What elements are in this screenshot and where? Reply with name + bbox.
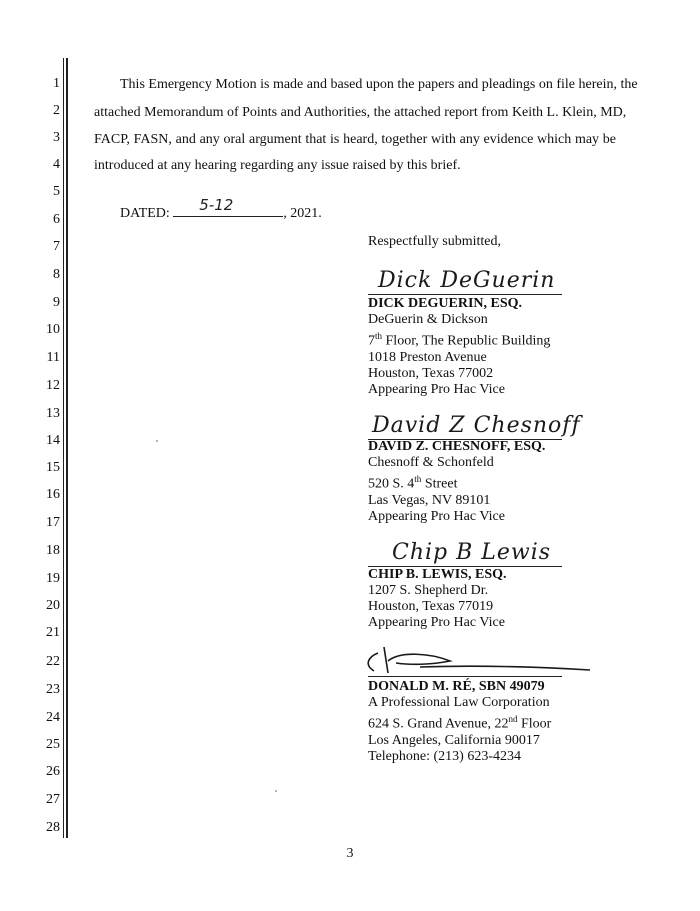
signer-block-re xyxy=(368,679,551,765)
signer-line: Chesnoff & Schonfeld xyxy=(368,455,494,470)
signer-line: Telephone: (213) 623-4234 xyxy=(368,748,521,764)
scan-speck xyxy=(275,790,277,792)
line-number: 11 xyxy=(46,350,60,365)
dated-year: , 2021. xyxy=(283,206,322,221)
line-number: 27 xyxy=(46,792,60,807)
signer-line: 520 S. 4th Street xyxy=(368,474,458,492)
body-text-line: FACP, FASN, and any oral argument that is heard, together with any evidence which may be xyxy=(94,132,616,147)
signer-line: DeGuerin & Dickson xyxy=(368,312,488,327)
signature-donald-re xyxy=(360,643,592,677)
signature-dick-deguerin: Dick DeGuerin xyxy=(378,268,556,293)
signature-line xyxy=(368,675,562,677)
line-number: 12 xyxy=(46,378,60,393)
signer-line: 1018 Preston Avenue xyxy=(368,349,487,365)
line-number: 1 xyxy=(53,76,60,91)
signer-block-deguerin xyxy=(368,296,550,398)
line-number: 20 xyxy=(46,598,60,613)
signer-line: 7th Floor, The Republic Building xyxy=(368,331,551,349)
closing-text: Respectfully submitted, xyxy=(368,234,501,249)
page-number: 3 xyxy=(346,846,354,861)
line-number: 25 xyxy=(46,737,60,752)
line-number: 22 xyxy=(46,654,60,669)
body-text-line: This Emergency Motion is made and based upon the papers and pleadings on file herein, the xyxy=(120,77,638,92)
date-blank xyxy=(173,196,283,217)
body-text-line: introduced at any hearing regarding any issue raised by this brief. xyxy=(94,158,461,173)
signer-block-lewis xyxy=(368,567,507,631)
signer-line: 624 S. Grand Avenue, 22nd Floor xyxy=(368,714,552,732)
line-number: 5 xyxy=(53,184,60,199)
signer-line: Houston, Texas 77019 xyxy=(368,599,494,614)
signer-line: Appearing Pro Hac Vice xyxy=(368,508,505,524)
scan-speck xyxy=(156,440,158,442)
line-number: 7 xyxy=(53,239,60,254)
line-number: 16 xyxy=(46,487,60,502)
signature-line xyxy=(368,293,562,295)
left-margin-rule-double xyxy=(66,58,68,838)
signer-name: DONALD M. RÉ, SBN 49079 xyxy=(368,679,545,694)
signer-line: Appearing Pro Hac Vice xyxy=(368,615,505,630)
line-number: 6 xyxy=(53,212,60,227)
line-number: 3 xyxy=(53,130,60,145)
signer-line: Las Vegas, NV 89101 xyxy=(368,492,491,508)
line-number: 28 xyxy=(46,820,60,835)
line-number: 4 xyxy=(53,157,60,172)
signer-name: DAVID Z. CHESNOFF, ESQ. xyxy=(368,439,546,454)
dated-label: DATED: xyxy=(120,206,170,221)
line-number: 13 xyxy=(46,406,60,421)
line-number: 18 xyxy=(46,543,60,558)
signer-name: DICK DEGUERIN, ESQ. xyxy=(368,296,523,311)
body-text-line: attached Memorandum of Points and Authorities, the attached report from Keith L. Klein, MD, xyxy=(94,105,627,120)
signer-line: Los Angeles, California 90017 xyxy=(368,732,540,748)
line-number: 10 xyxy=(46,322,60,337)
line-number: 15 xyxy=(46,460,60,475)
line-number: 26 xyxy=(46,764,60,779)
signer-line: Appearing Pro Hac Vice xyxy=(368,381,505,397)
signer-line: A Professional Law Corporation xyxy=(368,695,550,710)
signer-line: Houston, Texas 77002 xyxy=(368,365,494,381)
line-number: 14 xyxy=(46,433,60,448)
line-number: 9 xyxy=(53,295,60,310)
line-number: 23 xyxy=(46,682,60,697)
signer-block-chesnoff xyxy=(368,439,545,525)
signature-chip-lewis: Chip B Lewis xyxy=(392,540,552,565)
line-number: 21 xyxy=(46,625,60,640)
handwritten-date: 5-12 xyxy=(199,196,234,214)
dated-line xyxy=(120,196,322,222)
line-number: 19 xyxy=(46,571,60,586)
line-number: 8 xyxy=(53,267,60,282)
signature-david-chesnoff: David Z Chesnoff xyxy=(372,413,581,438)
signer-line: 1207 S. Shepherd Dr. xyxy=(368,583,489,598)
signer-name: CHIP B. LEWIS, ESQ. xyxy=(368,567,507,582)
line-number: 2 xyxy=(53,103,60,118)
left-margin-rule xyxy=(63,58,64,838)
line-number: 17 xyxy=(46,515,60,530)
line-number: 24 xyxy=(46,710,60,725)
